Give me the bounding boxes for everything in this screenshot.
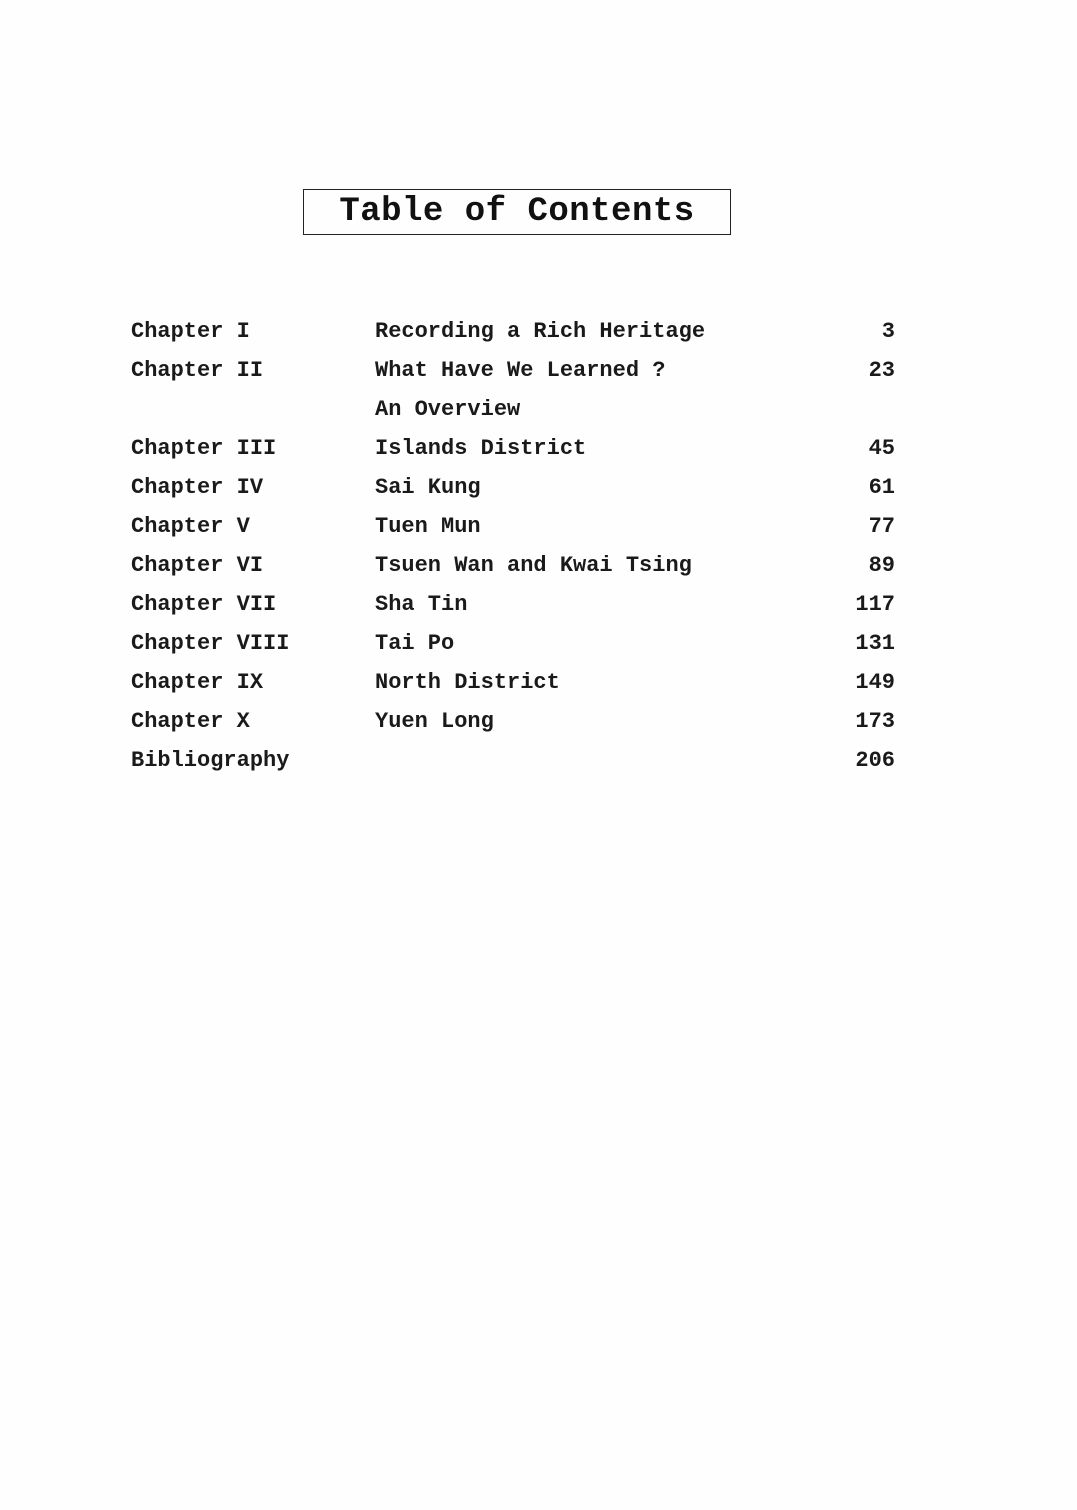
toc-entry: [131, 351, 897, 390]
toc-chapter-title: Tai Po: [375, 631, 455, 656]
toc-entry: [131, 741, 897, 780]
toc-chapter-label: Chapter VII: [131, 592, 277, 617]
toc-page-number: 117: [855, 592, 895, 617]
toc-entry: [131, 702, 897, 741]
toc-chapter-label: Bibliography: [131, 748, 290, 773]
toc-entry: [131, 468, 897, 507]
toc-entry: [131, 546, 897, 585]
toc-page-number: 77: [868, 514, 895, 539]
toc-chapter-title: Sai Kung: [375, 475, 481, 500]
title-box: [303, 189, 731, 235]
toc-chapter-label: Chapter I: [131, 319, 250, 344]
toc-page-number: 206: [855, 748, 895, 773]
toc-chapter-label: Chapter II: [131, 358, 264, 383]
toc-page-number: 131: [855, 631, 895, 656]
toc-entry: [131, 663, 897, 702]
toc-chapter-label: Chapter X: [131, 709, 250, 734]
toc-page-number: 173: [855, 709, 895, 734]
page-title: Table of Contents: [339, 193, 695, 231]
toc-entry: [131, 507, 897, 546]
toc-entry: [131, 585, 897, 624]
toc-chapter-label: Chapter VI: [131, 553, 264, 578]
toc-page-number: 3: [881, 319, 895, 344]
toc-chapter-title: Tuen Mun: [375, 514, 481, 539]
toc-entry: [131, 624, 897, 663]
toc-chapter-title: Tsuen Wan and Kwai Tsing: [375, 553, 692, 578]
toc-chapter-title: North District: [375, 670, 560, 695]
toc-page-number: 23: [868, 358, 895, 383]
table-of-contents: [131, 312, 897, 780]
toc-page-number: 149: [855, 670, 895, 695]
toc-entry: [131, 429, 897, 468]
toc-chapter-title: Recording a Rich Heritage: [375, 319, 706, 344]
toc-chapter-label: Chapter IX: [131, 670, 264, 695]
toc-chapter-title: What Have We Learned ?: [375, 358, 666, 383]
toc-chapter-title: Sha Tin: [375, 592, 468, 617]
toc-chapter-title: Islands District: [375, 436, 587, 461]
toc-chapter-title: An Overview: [375, 397, 521, 422]
toc-page-number: 45: [868, 436, 895, 461]
toc-entry: [131, 312, 897, 351]
toc-chapter-label: Chapter V: [131, 514, 250, 539]
toc-chapter-label: Chapter VIII: [131, 631, 290, 656]
toc-page-number: 61: [868, 475, 895, 500]
toc-chapter-label: Chapter III: [131, 436, 277, 461]
toc-page-number: 89: [868, 553, 895, 578]
toc-chapter-label: Chapter IV: [131, 475, 264, 500]
toc-chapter-title: Yuen Long: [375, 709, 494, 734]
toc-entry: [131, 390, 897, 429]
